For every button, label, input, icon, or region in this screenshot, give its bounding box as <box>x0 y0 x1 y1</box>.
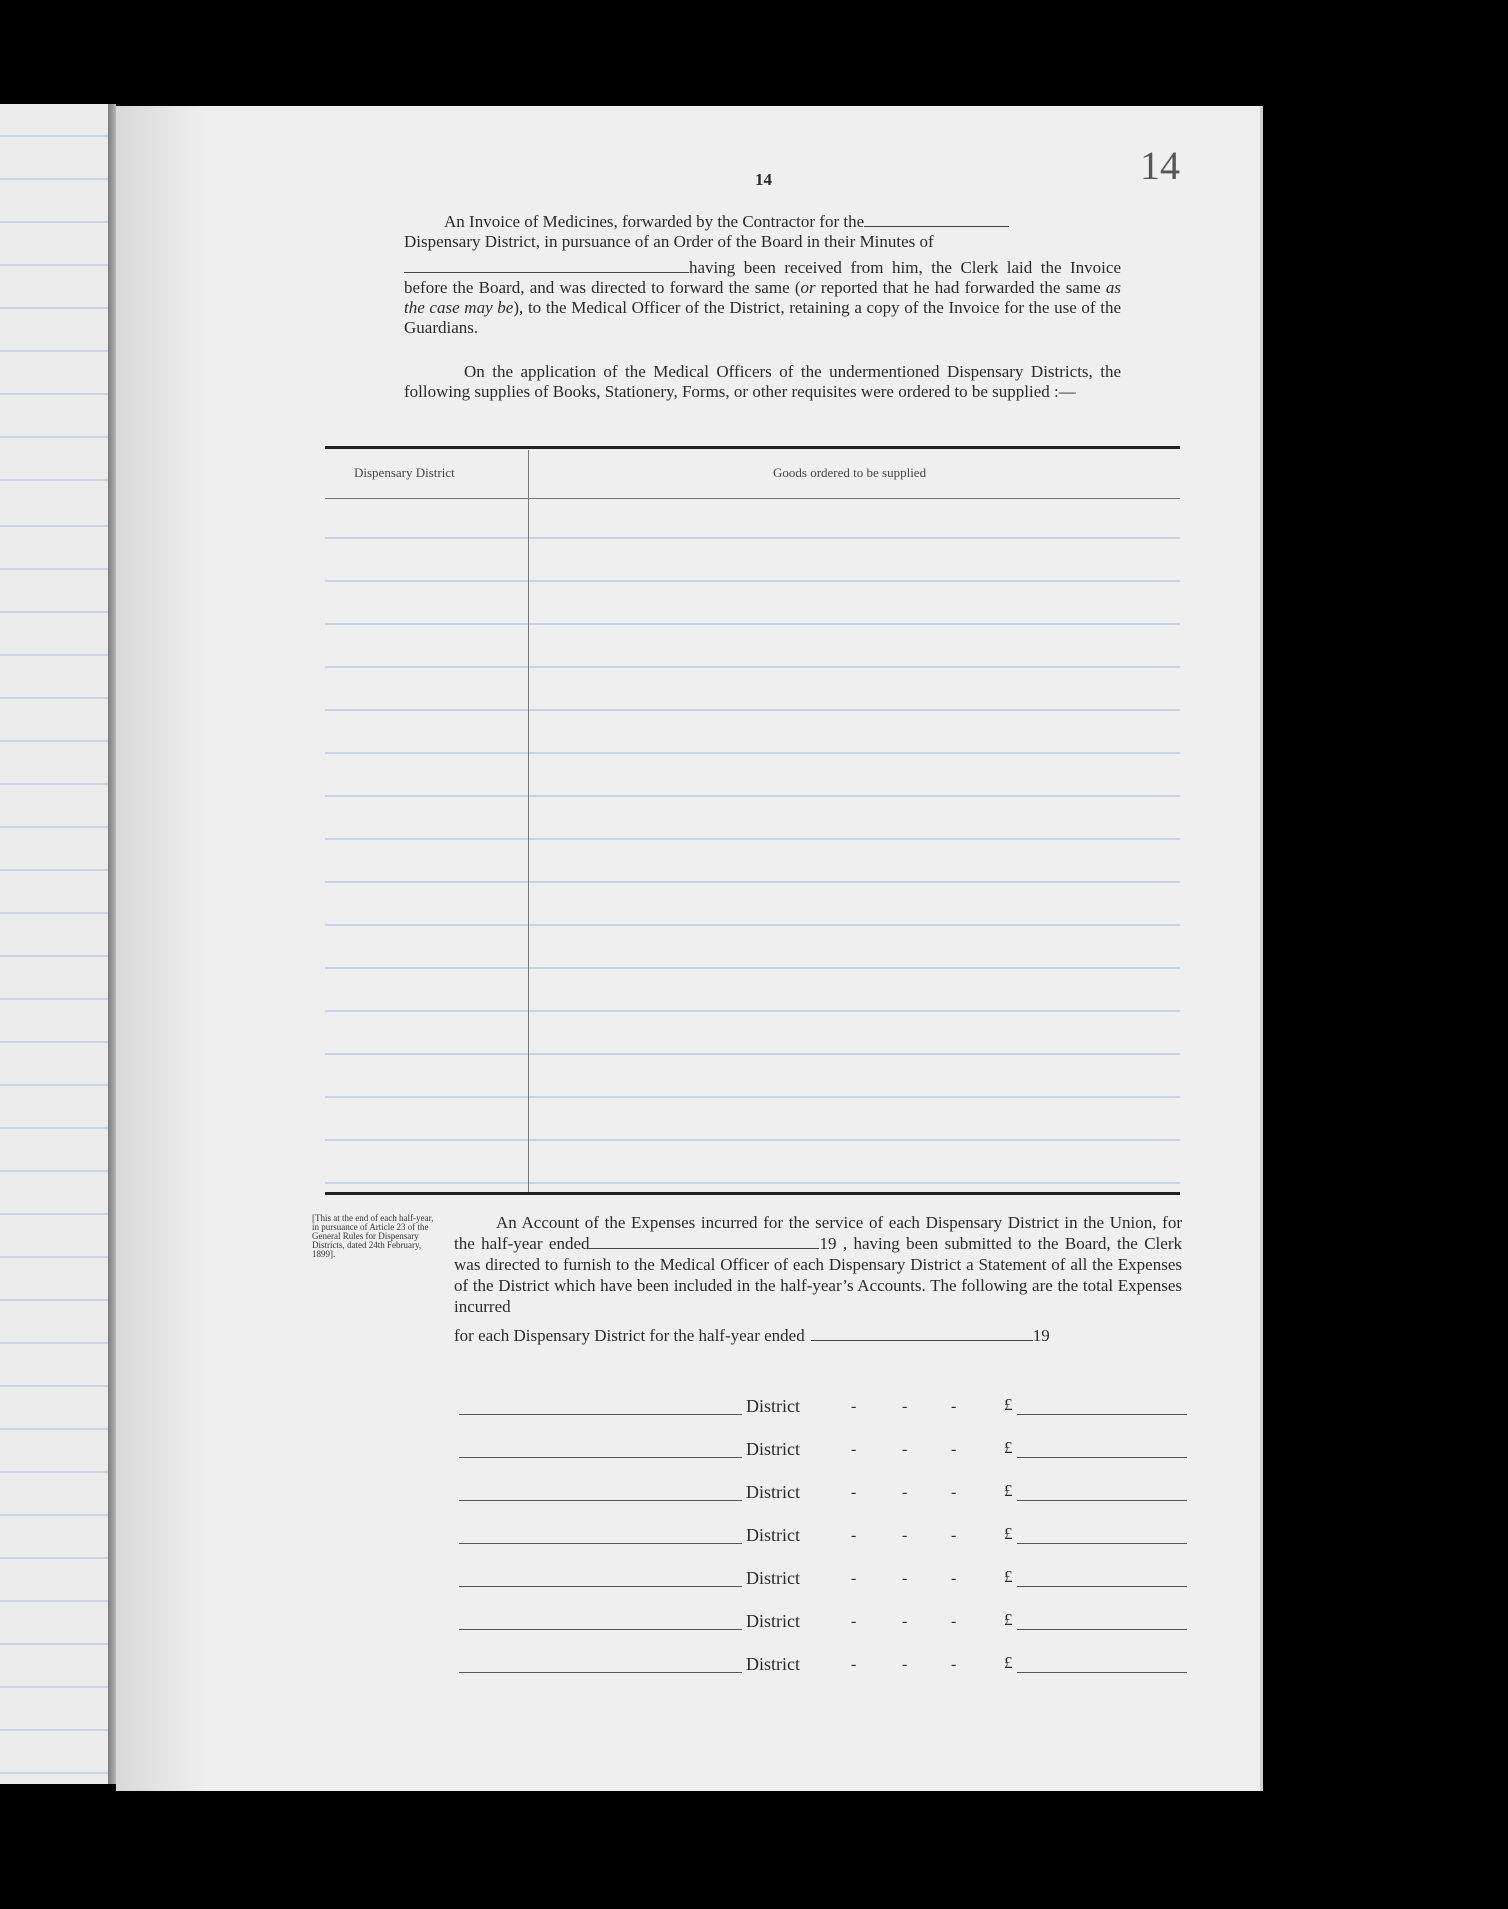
amount-blank <box>1017 1414 1187 1415</box>
table-top-rule <box>325 446 1180 449</box>
district-name-blank <box>459 1629 742 1630</box>
dash-leader: - <box>902 1398 908 1415</box>
district-name-blank <box>459 1414 742 1415</box>
dash-leader: - <box>851 1613 857 1630</box>
district-name-blank <box>459 1672 742 1673</box>
amount-blank <box>1017 1629 1187 1630</box>
currency-symbol: £ <box>1004 1567 1013 1586</box>
amount-blank <box>1017 1586 1187 1587</box>
district-expense-list <box>459 1388 1189 1689</box>
district-name-blank <box>459 1457 742 1458</box>
document-page <box>116 106 1260 1791</box>
dash-leader: - <box>851 1398 857 1415</box>
dash-leader: - <box>902 1441 908 1458</box>
dash-leader: - <box>951 1656 957 1673</box>
currency-symbol: £ <box>1004 1395 1013 1414</box>
currency-symbol: £ <box>1004 1438 1013 1457</box>
district-row <box>459 1431 1189 1474</box>
application-paragraph: On the application of the Medical Officers of the undermentioned Dispensary Districts, the following supplies of Books, Stationery, Forms, or other requisites were ordered to be supplied :— <box>404 362 1121 401</box>
dash-leader: - <box>951 1613 957 1630</box>
invoice-paragraph <box>404 212 1121 338</box>
district-label: District <box>746 1654 800 1674</box>
account-paragraph <box>454 1212 1182 1346</box>
district-row <box>459 1474 1189 1517</box>
dash-leader: - <box>851 1570 857 1587</box>
invoice-body: having been received from him, the Clerk laid the Invoice before the Board, and was directed to forward the same (or reported that he had forwarded the same as the case may be), to the Medical Officer of the District, retaining a copy of the Invoice for the use of the Guardians. <box>404 258 1122 337</box>
column-header-district: Dispensary District <box>354 465 455 480</box>
district-row <box>459 1388 1189 1431</box>
dash-leader: - <box>902 1527 908 1544</box>
facing-page <box>0 104 108 1784</box>
dash-leader: - <box>951 1527 957 1544</box>
amount-blank <box>1017 1457 1187 1458</box>
amount-blank <box>1017 1672 1187 1673</box>
table-column-divider <box>528 450 529 1192</box>
page-gutter-shadow <box>116 106 208 1791</box>
dash-leader: - <box>902 1656 908 1673</box>
dash-leader: - <box>851 1441 857 1458</box>
currency-symbol: £ <box>1004 1524 1013 1543</box>
district-label: District <box>746 1439 800 1459</box>
district-row <box>459 1603 1189 1646</box>
column-header-goods: Goods ordered to be supplied <box>773 465 927 480</box>
dash-leader: - <box>902 1613 908 1630</box>
margin-note: [This at the end of each half-year, in pursuance of Article 23 of the General Rules for Dispensary Districts, dated 24th February, 1899]. <box>312 1213 434 1259</box>
dash-leader: - <box>851 1656 857 1673</box>
district-name-blank <box>459 1586 742 1587</box>
dash-leader: - <box>851 1484 857 1501</box>
stamped-page-number: 14 <box>1140 143 1180 188</box>
dash-leader: - <box>951 1570 957 1587</box>
district-label: District <box>746 1611 800 1631</box>
dash-leader: - <box>902 1570 908 1587</box>
dash-leader: - <box>951 1484 957 1501</box>
dash-leader: - <box>902 1484 908 1501</box>
district-label: District <box>746 1396 800 1416</box>
district-label: District <box>746 1482 800 1502</box>
district-label: District <box>746 1525 800 1545</box>
currency-symbol: £ <box>1004 1481 1013 1500</box>
page-number: 14 <box>755 170 772 189</box>
district-name-blank <box>459 1500 742 1501</box>
invoice-line-1: An Invoice of Medicines, forwarded by the Contractor for the <box>404 212 1121 232</box>
account-last-line: for each Dispensary District for the half-year ended 19 <box>454 1326 1050 1345</box>
account-body: An Account of the Expenses incurred for the service of each Dispensary District in the Union, for the half-year ended 19 , having been submitted to the Board, the Clerk was directed to furnish to the Medical Officer of each Dispensary District a Statement of all the Expenses of the District which have been included in the half-year’s Accounts. The following are the total Expenses incurred <box>454 1213 1182 1316</box>
amount-blank <box>1017 1500 1187 1501</box>
dash-leader: - <box>951 1441 957 1458</box>
dash-leader: - <box>851 1527 857 1544</box>
district-label: District <box>746 1568 800 1588</box>
district-row <box>459 1560 1189 1603</box>
book-spine <box>108 104 116 1784</box>
table-bottom-rule <box>325 1192 1180 1195</box>
district-row <box>459 1646 1189 1689</box>
dash-leader: - <box>951 1398 957 1415</box>
currency-symbol: £ <box>1004 1653 1013 1672</box>
amount-blank <box>1017 1543 1187 1544</box>
district-row <box>459 1517 1189 1560</box>
page-edge <box>1260 106 1263 1791</box>
district-name-blank <box>459 1543 742 1544</box>
invoice-line-2: Dispensary District, in pursuance of an Order of the Board in their Minutes of <box>404 232 934 251</box>
ruled-table-body <box>325 496 1180 1192</box>
currency-symbol: £ <box>1004 1610 1013 1629</box>
